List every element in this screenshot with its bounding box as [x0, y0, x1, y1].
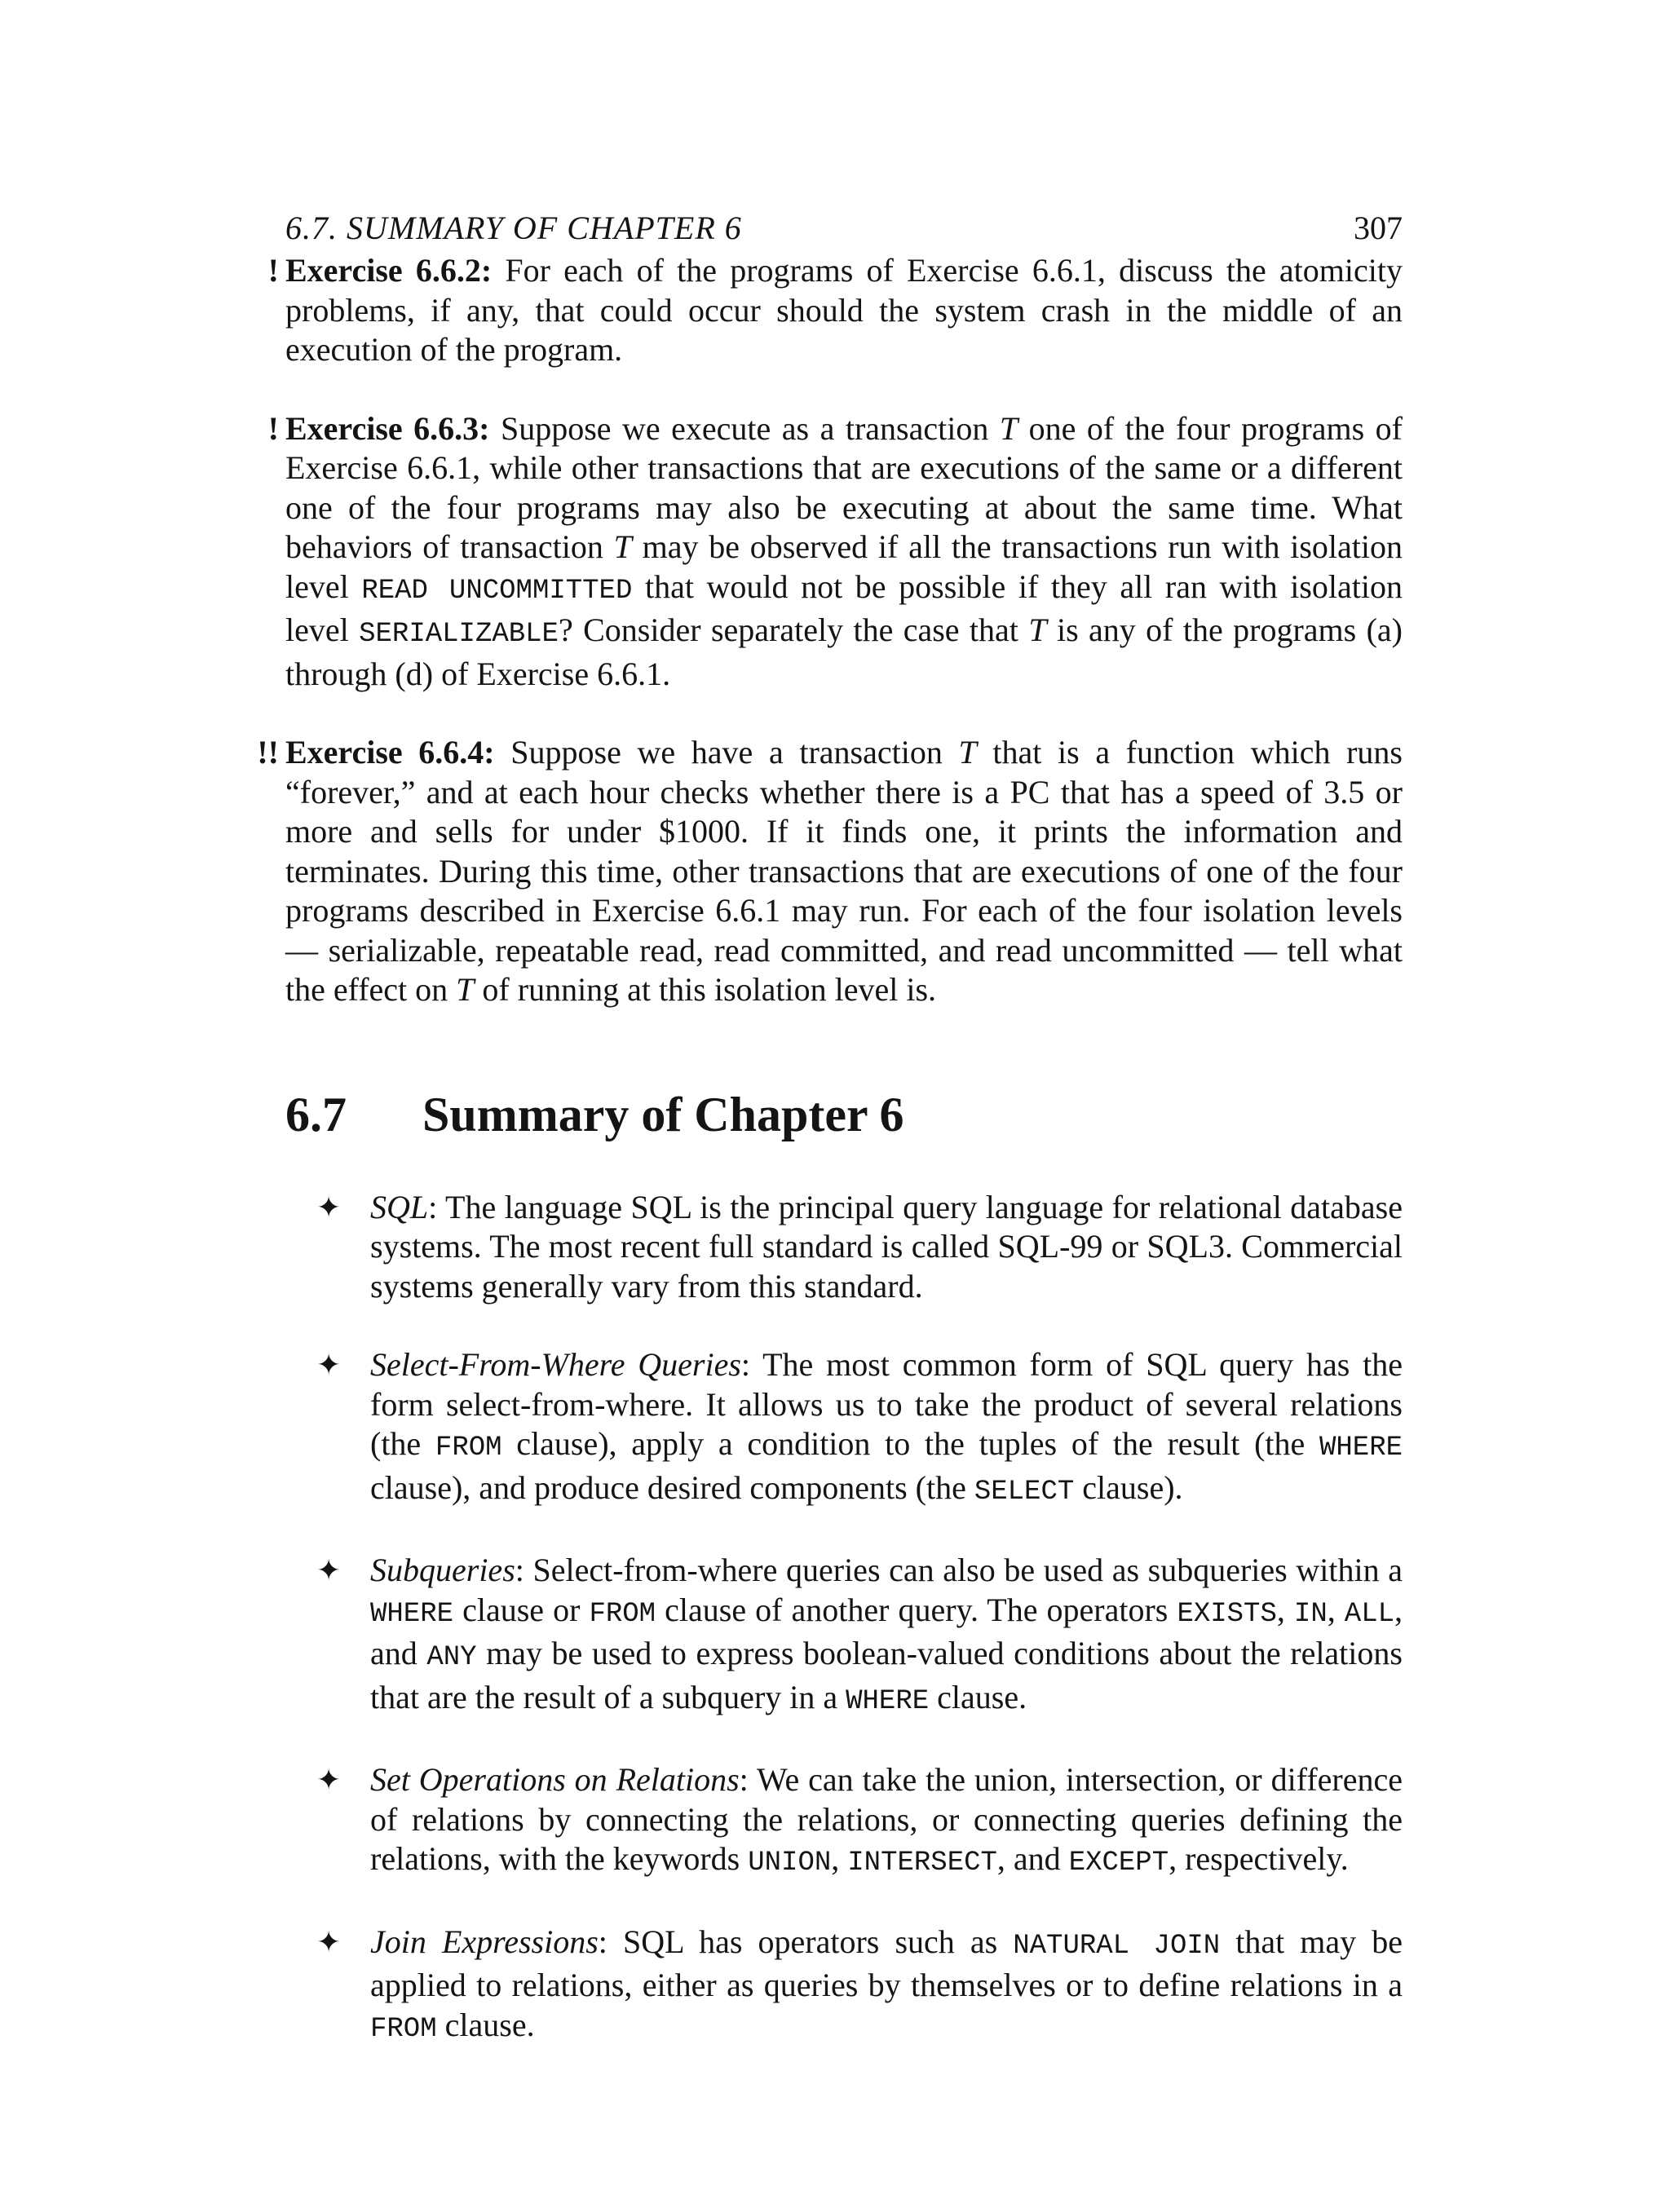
- page-number: 307: [1354, 210, 1403, 246]
- running-title: 6.7. SUMMARY OF CHAPTER 6: [285, 210, 742, 246]
- exercise-6-6-3: [267, 409, 1403, 695]
- summary-text: : Select-from-where queries can also be used as subqueries within a: [515, 1552, 1403, 1588]
- variable-t: T: [456, 971, 475, 1008]
- code-keyword: FROM: [435, 1433, 502, 1464]
- bullet-star-icon: ✦: [316, 1190, 342, 1224]
- summary-text: , and: [996, 1840, 1069, 1877]
- summary-item-set-operations: [285, 1760, 1403, 1883]
- summary-list: [285, 1188, 1403, 2050]
- code-keyword: FROM: [589, 1598, 656, 1630]
- code-keyword: WHERE: [370, 1598, 454, 1630]
- exercise-6-6-4: [257, 733, 1403, 1010]
- summary-text: : We can take the union, intersection, or difference of relations by connecting the relations, or connecting queries defining the relations, with the keywords: [370, 1761, 1403, 1877]
- summary-text: clause), apply a condition to the tuples of the result (the: [501, 1425, 1319, 1462]
- summary-text: ,: [831, 1840, 848, 1877]
- bullet-star-icon: ✦: [316, 1349, 342, 1381]
- exercise-text: of running at this isolation level is.: [474, 971, 937, 1008]
- code-keyword: IN: [1293, 1598, 1328, 1630]
- summary-term: Set Operations on Relations: [370, 1761, 740, 1798]
- exercise-text: that is a function which runs “forever,” and at each hour checks whether there is a PC that has a speed of 3.5 or more and sells for under $1000. If it finds one, it prints the information and terminates. During this time, other transactions that are executions of one of the four programs described in Exercise 6.6.1 may run. For each of the four isolation levels — serializable, repeatable read, read committed, and read uncommitted — tell what the effect on: [285, 734, 1403, 1008]
- variable-t: T: [999, 409, 1018, 447]
- summary-text: may be used to express boolean-valued conditions about the relations that are the result of a subquery in a: [370, 1635, 1403, 1715]
- exercise-label: Exercise 6.6.3:: [285, 409, 490, 447]
- summary-item-join-expressions: [285, 1923, 1403, 2050]
- page-body: [257, 251, 1403, 2088]
- code-keyword: WHERE: [846, 1685, 930, 1717]
- section-title: Summary of Chapter 6: [422, 1087, 904, 1141]
- summary-term: Join Expressions: [370, 1923, 599, 1960]
- bullet-star-icon: ✦: [316, 1925, 342, 1958]
- summary-text: that may be applied to relations, either as queries by themselves or to define relations in a: [370, 1923, 1403, 2003]
- code-keyword: READ UNCOMMITTED: [361, 575, 633, 607]
- code-keyword: WHERE: [1319, 1433, 1403, 1464]
- summary-text: clause of another query. The operators: [656, 1591, 1177, 1628]
- exercise-6-6-2: [267, 251, 1403, 370]
- summary-item-select-from-where: [285, 1345, 1403, 1512]
- exercise-text: is any of the programs (a) through (d) of Exercise 6.6.1.: [285, 612, 1403, 692]
- section-heading: [285, 1082, 1403, 1147]
- summary-text: ,: [1327, 1591, 1345, 1628]
- code-keyword: FROM: [370, 2013, 437, 2045]
- summary-text: : The language SQL is the principal query language for relational database systems. The most recent full standard is called SQL-99 or SQL3. Commercial systems generally vary from this standard.: [370, 1188, 1403, 1305]
- code-keyword: INTERSECT: [847, 1848, 997, 1879]
- variable-t: T: [1028, 612, 1047, 648]
- bullet-star-icon: ✦: [316, 1554, 342, 1587]
- exercise-label: Exercise 6.6.4:: [285, 734, 495, 770]
- code-keyword: UNION: [748, 1848, 832, 1879]
- exercise-text: ? Consider separately the case that: [558, 612, 1029, 648]
- summary-text: clause).: [1074, 1468, 1183, 1506]
- summary-text: clause.: [436, 2006, 535, 2043]
- difficulty-mark: !!: [257, 734, 279, 770]
- section-number: 6.7: [285, 1087, 347, 1141]
- summary-text: clause or: [453, 1591, 590, 1628]
- exercise-text: that would not be possible if they all ran with isolation level: [285, 567, 1403, 648]
- variable-t: T: [958, 734, 977, 770]
- summary-text: ,: [1276, 1591, 1294, 1628]
- summary-term: Select-From-Where Queries: [370, 1346, 741, 1383]
- exercise-text: Suppose we have a transaction: [510, 734, 959, 770]
- summary-term: Subqueries: [370, 1552, 515, 1588]
- code-keyword: SELECT: [974, 1476, 1075, 1508]
- exercise-text: may be observed if all the transactions run with isolation level: [285, 528, 1403, 605]
- code-keyword: NATURAL JOIN: [1013, 1930, 1221, 1962]
- code-keyword: EXISTS: [1177, 1598, 1277, 1630]
- bullet-star-icon: ✦: [316, 1764, 342, 1796]
- code-keyword: ANY: [426, 1642, 477, 1673]
- summary-text: clause.: [929, 1678, 1027, 1715]
- summary-text: , and: [370, 1591, 1403, 1671]
- exercise-text: one of the four programs of Exercise 6.6.1, while other transactions that are executions of the same or a different one of the four programs may also be executing at about the same time. What behaviors of transaction: [285, 409, 1403, 565]
- exercise-text: For each of the programs of Exercise 6.6.1, discuss the atomicity problems, if any, that could occur should the system crash in the middle of an execution of the program.: [285, 252, 1403, 368]
- summary-item-subqueries: [285, 1551, 1403, 1721]
- summary-item-sql: [285, 1188, 1403, 1307]
- summary-text: clause), and produce desired components (the: [370, 1468, 974, 1506]
- running-head: [285, 204, 1403, 253]
- variable-t: T: [613, 528, 632, 565]
- summary-text: : SQL has operators such as: [598, 1923, 1014, 1960]
- code-keyword: ALL: [1344, 1598, 1395, 1630]
- summary-text: : The most common form of SQL query has the form select-from-where. It allows us to take the product of several relations (the: [370, 1346, 1403, 1462]
- summary-text: , respectively.: [1169, 1840, 1349, 1877]
- exercise-text: Suppose we execute as a transaction: [500, 409, 1000, 447]
- code-keyword: EXCEPT: [1068, 1848, 1169, 1879]
- difficulty-mark: !: [267, 252, 279, 289]
- summary-term: SQL: [370, 1188, 429, 1225]
- exercise-label: Exercise 6.6.2:: [285, 252, 493, 289]
- code-keyword: SERIALIZABLE: [359, 619, 559, 650]
- difficulty-mark: !: [267, 409, 279, 447]
